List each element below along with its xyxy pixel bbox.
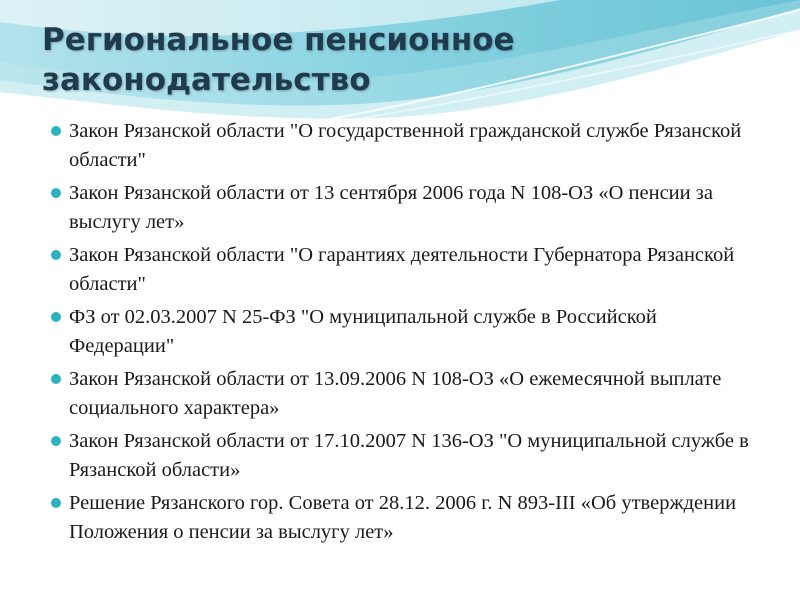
list-item [0,117,800,175]
bullet-list [0,117,800,551]
list-item [0,303,800,361]
bullet-dot-icon [51,188,61,198]
bullet-dot-icon [51,374,61,384]
list-item [0,427,800,485]
bullet-dot-icon [51,250,61,260]
list-item [0,365,800,423]
slide-title: Региональное пенсионное законодательство [42,22,515,98]
list-item-text: ФЗ от 02.03.2007 N 25-ФЗ "О муниципальной службе в Российской Федерации" [69,306,657,357]
list-item-text: Закон Рязанской области от 17.10.2007 N 136-ОЗ "О муниципальной службе в Рязанской области» [69,430,749,481]
list-item-text: Закон Рязанской области от 13 сентября 2006 года N 108-ОЗ «О пенсии за выслугу лет» [69,182,713,233]
list-item [0,489,800,547]
list-item-text: Решение Рязанского гор. Совета от 28.12. 2006 г. N 893-III «Об утверждении Положения о пенсии за выслугу лет» [69,492,737,543]
bullet-dot-icon [51,498,61,508]
bullet-dot-icon [51,312,61,322]
list-item [0,241,800,299]
list-item-text: Закон Рязанской области от 13.09.2006 N 108-ОЗ «О ежемесячной выплате социального характера» [69,368,722,419]
list-item-text: Закон Рязанской области "О государственной гражданской службе Рязанской области" [69,120,742,171]
bullet-dot-icon [51,126,61,136]
list-item [0,179,800,237]
bullet-dot-icon [51,436,61,446]
list-item-text: Закон Рязанской области "О гарантиях деятельности Губернатора Рязанской области" [69,244,735,295]
